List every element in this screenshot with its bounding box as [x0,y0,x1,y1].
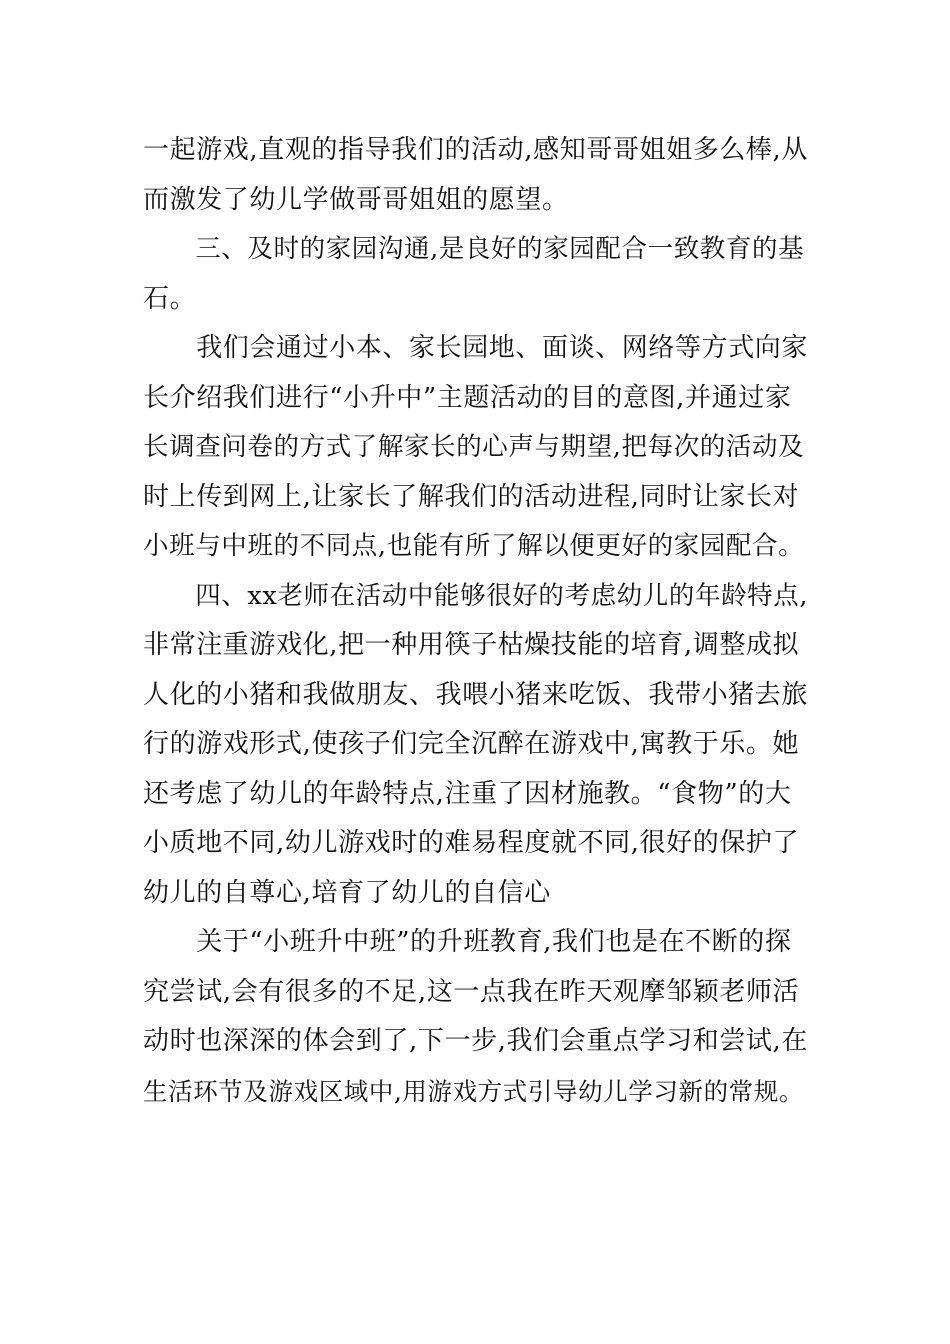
text-line: 小质地不同,幼儿游戏时的难易程度就不同,很好的保护了 [143,828,800,858]
text-line: 我们会通过小本、家长园地、面谈、网络等方式向家 [143,333,809,363]
text-line: 石。 [143,283,197,314]
text-line: 生活环节及游戏区域中,用游戏方式引导幼儿学习新的常规。 [143,1076,804,1106]
text-line: 人化的小猪和我做朋友、我喂小猪来吃饭、我带小猪去旅 [143,679,809,710]
text-line: 行的游戏形式,使孩子们完全沉醉在游戏中,寓教于乐。她 [143,729,800,759]
text-line: 四、xx老师在活动中能够很好的考虑幼儿的年龄特点, [143,580,809,611]
text-line: 动时也深深的体会到了,下一步,我们会重点学习和尝试,在 [143,1026,808,1056]
document-body [143,126,815,1116]
text-line: 幼儿的自尊心,培育了幼儿的自信心 [143,877,551,908]
text-line: 小班与中班的不同点,也能有所了解以便更好的家园配合。 [143,531,805,561]
text-line: 长调查问卷的方式了解家长的心声与期望,把每次的活动及 [143,432,805,462]
text-line: 长介绍我们进行“小升中”主题活动的目的意图,并通过家 [143,382,792,413]
text-line: 一起游戏,直观的指导我们的活动,感知哥哥姐姐多么棒,从 [143,135,808,165]
text-line: 而激发了幼儿学做哥哥姐姐的愿望。 [143,184,569,215]
text-line: 非常注重游戏化,把一种用筷子枯燥技能的培育,调整成拟 [143,630,800,660]
text-line: 还考虑了幼儿的年龄特点,注重了因材施教。“食物”的大 [143,778,792,809]
text-line: 关于“小班升中班”的升班教育,我们也是在不断的探 [143,927,792,957]
text-line: 时上传到网上,让家长了解我们的活动进程,同时让家长对 [143,481,800,512]
text-line: 三、及时的家园沟通,是良好的家园配合一致教育的基 [143,234,805,264]
text-line: 究尝试,会有很多的不足,这一点我在昨天观摩邹颖老师活 [143,976,800,1007]
